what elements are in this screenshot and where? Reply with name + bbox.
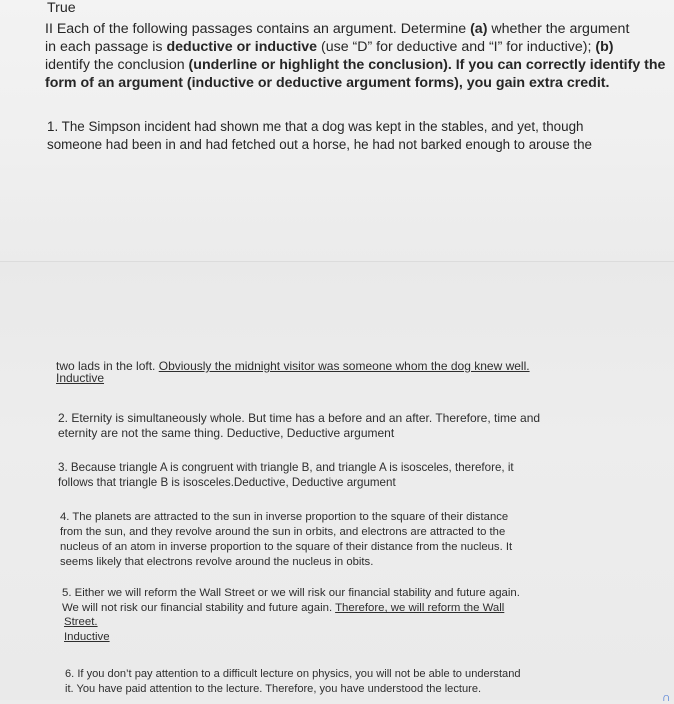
q3-line-1: 3. Because triangle A is congruent with triangle B, and triangle A is isosceles, therefore, it <box>58 461 514 474</box>
q5-line-2: We will not risk our financial stability and future again. Therefore, we will reform the Wall <box>62 602 505 614</box>
q1-answer: Inductive <box>56 371 105 385</box>
q6-line-1: 6. If you don’t pay attention to a difficult lecture on physics, you will not be able to understand <box>65 668 521 680</box>
q1-line-3: two lads in the loft. Obviously the midnight visitor was someone whom the dog knew well. <box>56 359 530 373</box>
instructions-line-1: II Each of the following passages contains an argument. Determine (a) whether the argument <box>45 21 630 37</box>
top-label: True <box>47 0 76 16</box>
q1-line-1: 1. The Simpson incident had shown me that a dog was kept in the stables, and yet, though <box>47 119 584 134</box>
instructions-line-2: in each passage is deductive or inductive (use “D” for deductive and “I” for inductive); (b) <box>45 39 614 55</box>
q4-line-4: seems likely that electrons revolve around the nucleus in obits. <box>60 556 374 568</box>
q6-line-2: it. You have paid attention to the lecture. Therefore, you have understood the lecture. <box>65 683 482 695</box>
q4-line-1: 4. The planets are attracted to the sun in inverse proportion to the square of their distance <box>60 511 509 523</box>
q2-line-2: eternity are not the same thing. Deductive, Deductive argument <box>58 426 395 440</box>
q5-conclusion: Therefore, we will reform the Wall <box>335 602 505 614</box>
q4-line-3: nucleus of an atom in inverse proportion to the square of their distance from the nucleus. It <box>60 541 513 553</box>
instructions-line-3: identify the conclusion (underline or highlight the conclusion). If you can correctly identify the <box>45 57 666 73</box>
q1-line-2: someone had been in and had fetched out a horse, he had not barked enough to arouse the <box>47 137 592 152</box>
q1-conclusion: Obviously the midnight visitor was someone whom the dog knew well. <box>158 359 530 373</box>
q5-answer: Inductive <box>64 631 110 643</box>
instructions-line-4: form of an argument (inductive or deductive argument forms), you gain extra credit. <box>45 75 610 91</box>
q3-line-2: follows that triangle B is isosceles.Deductive, Deductive argument <box>58 476 396 489</box>
q5-line-3: Street. <box>64 616 98 628</box>
q5-line-1: 5. Either we will reform the Wall Street or we will risk our financial stability and future again. <box>62 587 520 599</box>
corner-arc-icon: ∩ <box>662 690 671 704</box>
q2-line-1: 2. Eternity is simultaneously whole. But time has a before and an after. Therefore, time and <box>58 411 541 425</box>
q4-line-2: from the sun, and they revolve around the sun in orbits, and electrons are attracted to the <box>60 526 506 538</box>
